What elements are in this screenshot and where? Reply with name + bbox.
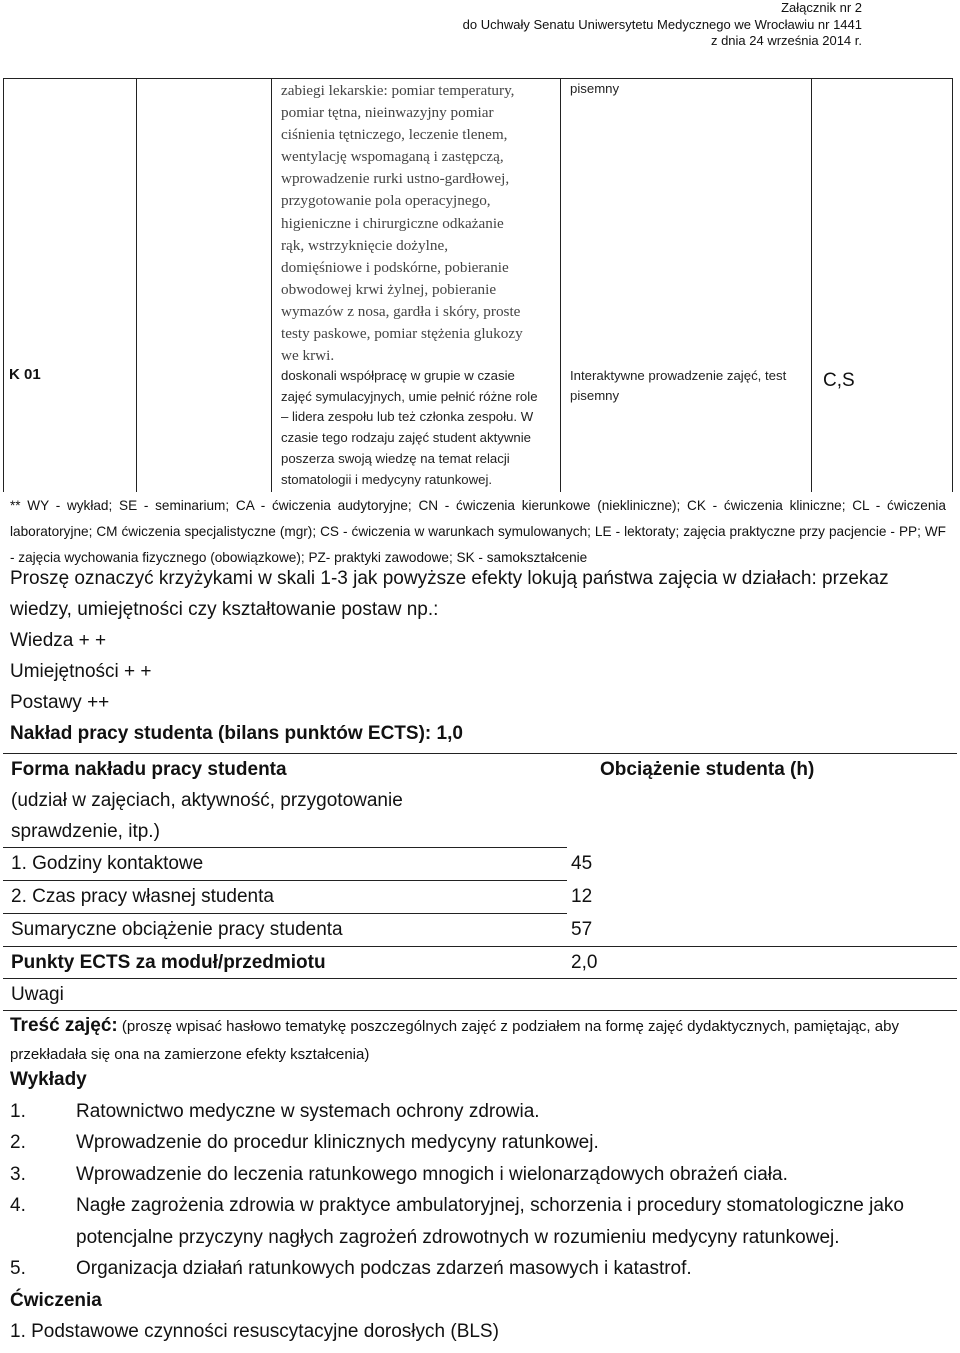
abbreviations-legend: ** WY - wykład; SE - seminarium; CA - ćwiczenia audytoryjne; CN - ćwiczenia kierunkowe (niekliniczne); CK - ćwiczenia kliniczne; CL - ćwiczenia laboratoryjne; CM ćwiczenia specjalistyczne (mgr); CS - ćwiczenia w warunkach symulowanych; LE - lektoraty; zajęcia praktyczne przy pacjencie - PP; WF - zajęcia wychowania fizycznego (obowiązkowe); PZ- praktyki zawodowe; SK - samokształcenie	[10, 498, 946, 565]
workload-row-label: Punkty ECTS za moduł/przedmiotu	[11, 952, 326, 973]
table-divider	[271, 78, 272, 492]
list-item: 2. Wprowadzenie do procedur klinicznych medycyny ratunkowej.	[10, 1132, 599, 1153]
instruction-block	[10, 563, 955, 749]
exercises-heading: Ćwiczenia	[10, 1289, 102, 1311]
header-date: z dnia 24 września 2014 r.	[710, 33, 862, 48]
course-content-instruction-2: przekładała się ona na zamierzone efekty kształcenia)	[10, 1046, 370, 1063]
outcome-description-1: zabiegi lekarskie: pomiar temperatury, pomiar tętna, nieinwazyjny pomiar ciśnienia tętniczego, leczenie tlenem, wentylację wspomaganą i zastępczą, wprowadzenie rurki ustno-gardłowej, przygotowanie pola operacyjnego, higieniczne i chirurgiczne odkażanie rąk, wstrzyknięcie dożylne, domięśniowe i podskórne, pobieranie obwodowej krwi żylnej, pobieranie wymazów z nosa, gardła i skóry, proste testy paskowe, pomiar stężenia glukozy we krwi.	[281, 82, 523, 365]
workload-row-label: Sumaryczne obciążenie pracy studenta	[11, 919, 343, 940]
lectures-section	[10, 1064, 950, 1348]
verification-method-2: Interaktywne prowadzenie zajęć, test pisemny	[570, 368, 787, 404]
course-content-instruction: (proszę wpisać hasłowo tematykę poszczególnych zajęć z podziałem na formę zajęć dydaktycznych, pamiętając, aby	[121, 1018, 899, 1035]
workload-title: Nakład pracy studenta (bilans punktów ECTS): 1,0	[10, 723, 463, 744]
exercise-item: 1. Podstawowe czynności resuscytacyjne dorosłych (BLS)	[10, 1321, 499, 1342]
workload-table	[3, 753, 957, 1011]
table-divider	[560, 78, 561, 492]
workload-form-sub2: sprawdzenie, itp.)	[11, 821, 160, 842]
workload-row-label: 1. Godziny kontaktowe	[11, 853, 204, 874]
list-item: 3. Wprowadzenie do leczenia ratunkowego mnogich i wielonarządowych obrażeń ciała.	[10, 1163, 788, 1185]
attitudes-scale: Postawy ++	[10, 692, 110, 713]
document-header	[463, 0, 862, 50]
list-item: 1. Ratownictwo medyczne w systemach ochrony zdrowia.	[10, 1100, 540, 1122]
workload-row-label: 2. Czas pracy własnej studenta	[11, 886, 274, 907]
lectures-heading: Wykłady	[10, 1069, 87, 1090]
outcomes-table	[3, 78, 953, 492]
table-border-bottom	[3, 1010, 957, 1011]
outcome-description-2: doskonali współpracę w grupie w czasie zajęć symulacyjnych, umie pełnić różne role – lidera zespołu lub też członka zespołu. W czasie tego rodzaju zajęć student aktywnie poszerza swoją wiedzę na temat relacji stomatologii i medycyny ratunkowej.	[281, 368, 538, 487]
verification-method-1: pisemny	[570, 81, 620, 96]
table-divider	[136, 78, 137, 492]
header-attachment: Załącznik nr 2	[781, 0, 862, 15]
table-divider	[811, 78, 812, 492]
workload-hours-header: Obciążenie studenta (h)	[600, 759, 815, 780]
list-item: 4. Nagłe zagrożenia zdrowia w praktyce ambulatoryjnej, schorzenia i procedury stomatologiczne jako potencjalne przyczyny nagłych zagrożeń zdrowotnych w rozumieniu medycyny ratunkowej.	[10, 1195, 904, 1248]
outcome-code: K 01	[9, 366, 41, 383]
row-divider	[3, 978, 957, 979]
workload-row-value: 2,0	[571, 952, 598, 973]
table-border-right	[952, 78, 953, 492]
workload-row-value: 45	[571, 853, 593, 874]
class-form: C,S	[823, 370, 855, 391]
instruction-text-1: Proszę oznaczyć krzyżykami w skali 1-3 jak powyższe efekty lokują państwa zajęcia w działach: przekaz	[10, 568, 889, 589]
instruction-text-2: wiedzy, umiejętności czy kształtowanie postaw np.:	[10, 599, 439, 620]
course-content-label: Treść zajęć:	[10, 1015, 118, 1036]
knowledge-scale: Wiedza + +	[10, 630, 107, 651]
workload-form-header: Forma nakładu pracy studenta	[11, 759, 287, 780]
header-resolution: do Uchwały Senatu Uniwersytetu Medycznego we Wrocławiu nr 1441	[462, 16, 862, 32]
course-content-note	[10, 1012, 950, 1069]
workload-row-value: 57	[571, 919, 593, 940]
table-border-left	[3, 78, 4, 492]
skills-scale: Umiejętności + +	[10, 661, 152, 682]
workload-row-label: Uwagi	[11, 984, 64, 1005]
workload-row-value: 12	[571, 886, 593, 907]
workload-form-sub1: (udział w zajęciach, aktywność, przygotowanie	[11, 790, 403, 811]
list-item: 5. Organizacja działań ratunkowych podczas zdarzeń masowych i katastrof.	[10, 1258, 692, 1279]
